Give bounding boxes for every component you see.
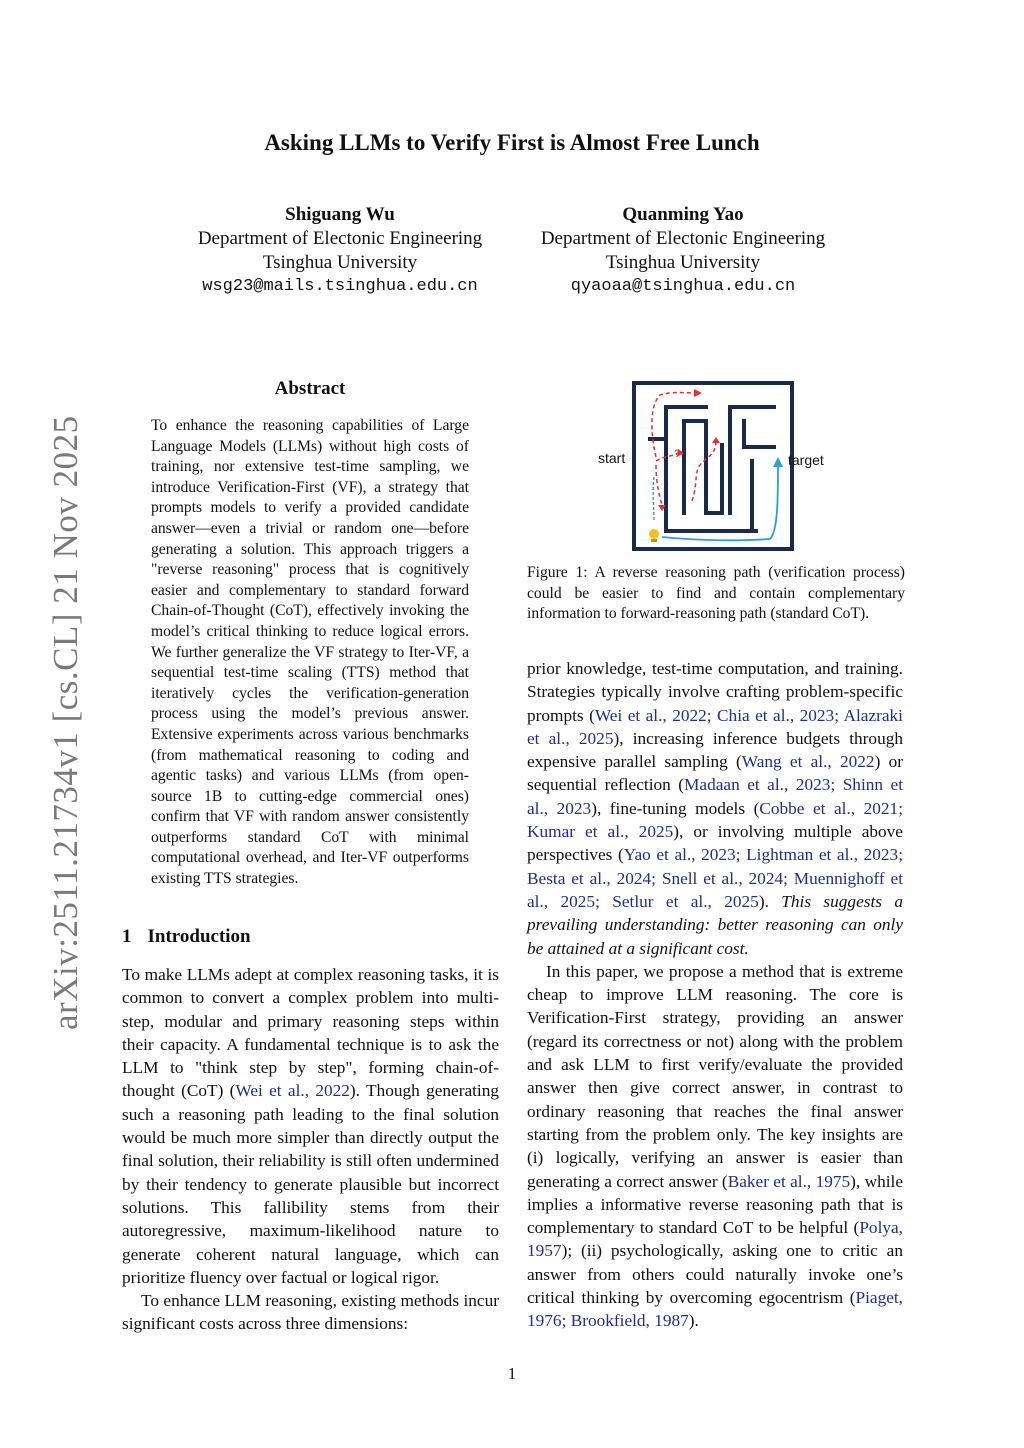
- citation-link[interactable]: Shinn et al., 2023: [527, 775, 903, 818]
- abstract-heading: Abstract: [274, 378, 346, 399]
- citation-link[interactable]: Madaan et al., 2023: [684, 775, 831, 795]
- text-run: ), fine-tuning models (: [591, 798, 760, 818]
- text-run: ); (ii) psychologically, asking one to critic an answer from others could naturally invoke one’s critical thinking by overcoming egocentrism (: [527, 1241, 903, 1308]
- citation-link[interactable]: Kumar et al., 2025: [527, 822, 674, 842]
- citation-link[interactable]: Wang et al., 2022: [741, 752, 875, 772]
- question-mark-label: ?: [674, 448, 681, 460]
- citation-link[interactable]: Baker et al., 1975: [727, 1171, 851, 1191]
- citation-link[interactable]: Wei et al., 2022: [594, 705, 707, 725]
- citation-link[interactable]: Wei et al., 2022: [235, 1081, 350, 1101]
- text-run: prior knowledge, test-time computation, and training. Strategies typically involve crafting problem-specific prompts (: [527, 659, 903, 725]
- text-run: ).: [758, 891, 782, 911]
- text-run: To enhance LLM reasoning, existing methods incur significant costs across three dimensions:: [122, 1291, 499, 1334]
- section-number: 1: [122, 926, 132, 947]
- citation-separator: ;: [735, 845, 747, 865]
- citation-link[interactable]: Cobbe et al., 2021: [759, 798, 899, 818]
- text-run: In this paper, we propose a method that is extreme cheap to improve LLM reasoning. The core is Verification-First strategy, providing an answer (regard its correctness or not) along with the problem and ask LLM to first verify/evaluate the provided answer then give correct answer, in contrast to ordinary reasoning that reaches the final answer starting from the problem only. The key insights are (i) logically, verifying an answer is easier than generating a correct answer (: [527, 961, 903, 1191]
- author-block-1: [170, 203, 510, 299]
- body-right-column: [527, 657, 903, 1333]
- citation-link[interactable]: Alazraki et al., 2025: [527, 705, 903, 748]
- citation-link[interactable]: Piaget, 1976: [527, 1288, 903, 1331]
- citation-separator: ;: [561, 1311, 571, 1331]
- citation-link[interactable]: Besta et al., 2024: [527, 868, 652, 888]
- author-university: Tsinghua University: [605, 252, 761, 273]
- text-run: ).: [688, 1311, 699, 1331]
- paragraph: [122, 963, 499, 1289]
- citation-link[interactable]: Polya, 1957: [527, 1218, 903, 1261]
- figure-start-label: start: [598, 450, 626, 466]
- author-department: Department of Electonic Engineering: [197, 228, 483, 249]
- abstract-text: To enhance the reasoning capabilities of Large Language Models (LLMs) without high costs of training, nor extensive test-time sampling, we introduce Verification-First (VF), a strategy that prompts models to verify a provided candidate answer—even a trivial or random one—before generating a solution. This approach triggers a "reverse reasoning" process that is cognitively easier and complementary to standard forward Chain-of-Thought (CoT), effectively invoking the model’s critical thinking to reduce logical errors. We further generalize the VF strategy to Iter-VF, a sequential test-time scaling (TTS) method that iteratively cycles the verification-generation process using the model’s previous answer. Extensive experiments across various benchmarks (from mathematical reasoning to coding and agentic tasks) and various LLMs (from open-source 1B to cutting-edge commercial ones) confirm that VF with random answer consistently outperforms standard CoT with minimal computational overhead, and Iter-VF outperforms existing TTS strategies.: [151, 417, 469, 888]
- text-run: To make LLMs adept at complex reasoning tasks, it is common to convert a complex problem into multi-step, modular and primary reasoning steps within their capacity. A fundamental technique is to ask the LLM to "think step by step", forming chain-of-thought (CoT) (: [122, 965, 499, 1101]
- text-run: ) or sequential reflection (: [527, 752, 903, 795]
- author-block-2: [513, 203, 853, 299]
- citation-link[interactable]: Lightman et al., 2023: [746, 845, 899, 865]
- citation-separator: ;: [651, 868, 662, 888]
- body-left-column: [122, 963, 499, 1336]
- text-run: ), increasing inference budgets through expensive parallel sampling (: [527, 728, 903, 772]
- citation-link[interactable]: Yao et al., 2023: [623, 845, 736, 865]
- text-run: ), or involving multiple above perspectives (: [527, 822, 903, 865]
- section-heading: [122, 926, 251, 948]
- emphasis-text: This suggests a prevailing understanding: better reasoning can only be attained at a significant cost.: [527, 891, 904, 958]
- section-title: Introduction: [147, 926, 251, 947]
- author-name: Shiguang Wu: [285, 204, 395, 225]
- paragraph: [527, 960, 903, 1333]
- paragraph: [122, 1289, 499, 1336]
- citation-link[interactable]: Snell et al., 2024: [661, 868, 784, 888]
- citation-separator: ;: [834, 705, 844, 725]
- citation-link[interactable]: Muennighoff et al., 2025: [527, 868, 903, 911]
- author-name: Quanming Yao: [622, 204, 744, 225]
- citation-link[interactable]: Chia et al., 2023: [717, 705, 835, 725]
- text-run: ), while implies a informative reverse reasoning path that is complementary to standard CoT to be helpful (: [527, 1171, 903, 1238]
- maze-figure: [632, 381, 794, 551]
- citation-link[interactable]: Setlur et al., 2025: [612, 891, 759, 911]
- citation-separator: ;: [830, 775, 843, 795]
- paper-title: Asking LLMs to Verify First is Almost Free Lunch: [264, 130, 760, 155]
- figure-caption: Figure 1: A reverse reasoning path (verification process) could be easier to find and contain complementary information to forward-reasoning path (standard CoT).: [527, 564, 905, 623]
- text-run: ). Though generating such a reasoning path leading to the final solution would be much more simpler than directly output the final solution, their reliability is still often undermined by their tendency to generate plausible but incorrect solutions. This fallibility stems from their autoregressive, maximum-likelihood nature to generate coherent natural language, which can prioritize fluency over factual or logical rigor.: [122, 1081, 500, 1287]
- citation-separator: ;: [898, 845, 903, 865]
- figure-target-label: target: [788, 452, 824, 468]
- citation-separator: ;: [898, 798, 903, 818]
- arxiv-stamp: arXiv:2511.21734v1 [cs.CL] 21 Nov 2025: [46, 415, 85, 1030]
- citation-separator: ;: [706, 705, 718, 725]
- author-email: qyaoaa@tsinghua.edu.cn: [570, 277, 796, 296]
- citation-separator: ;: [783, 868, 794, 888]
- paragraph: [527, 657, 903, 960]
- author-university: Tsinghua University: [262, 252, 418, 273]
- author-department: Department of Electonic Engineering: [540, 228, 826, 249]
- citation-link[interactable]: Brookfield, 1987: [570, 1311, 689, 1331]
- author-email: wsg23@mails.tsinghua.edu.cn: [202, 277, 478, 296]
- citation-separator: ;: [595, 891, 613, 911]
- page-number: 1: [507, 1364, 517, 1383]
